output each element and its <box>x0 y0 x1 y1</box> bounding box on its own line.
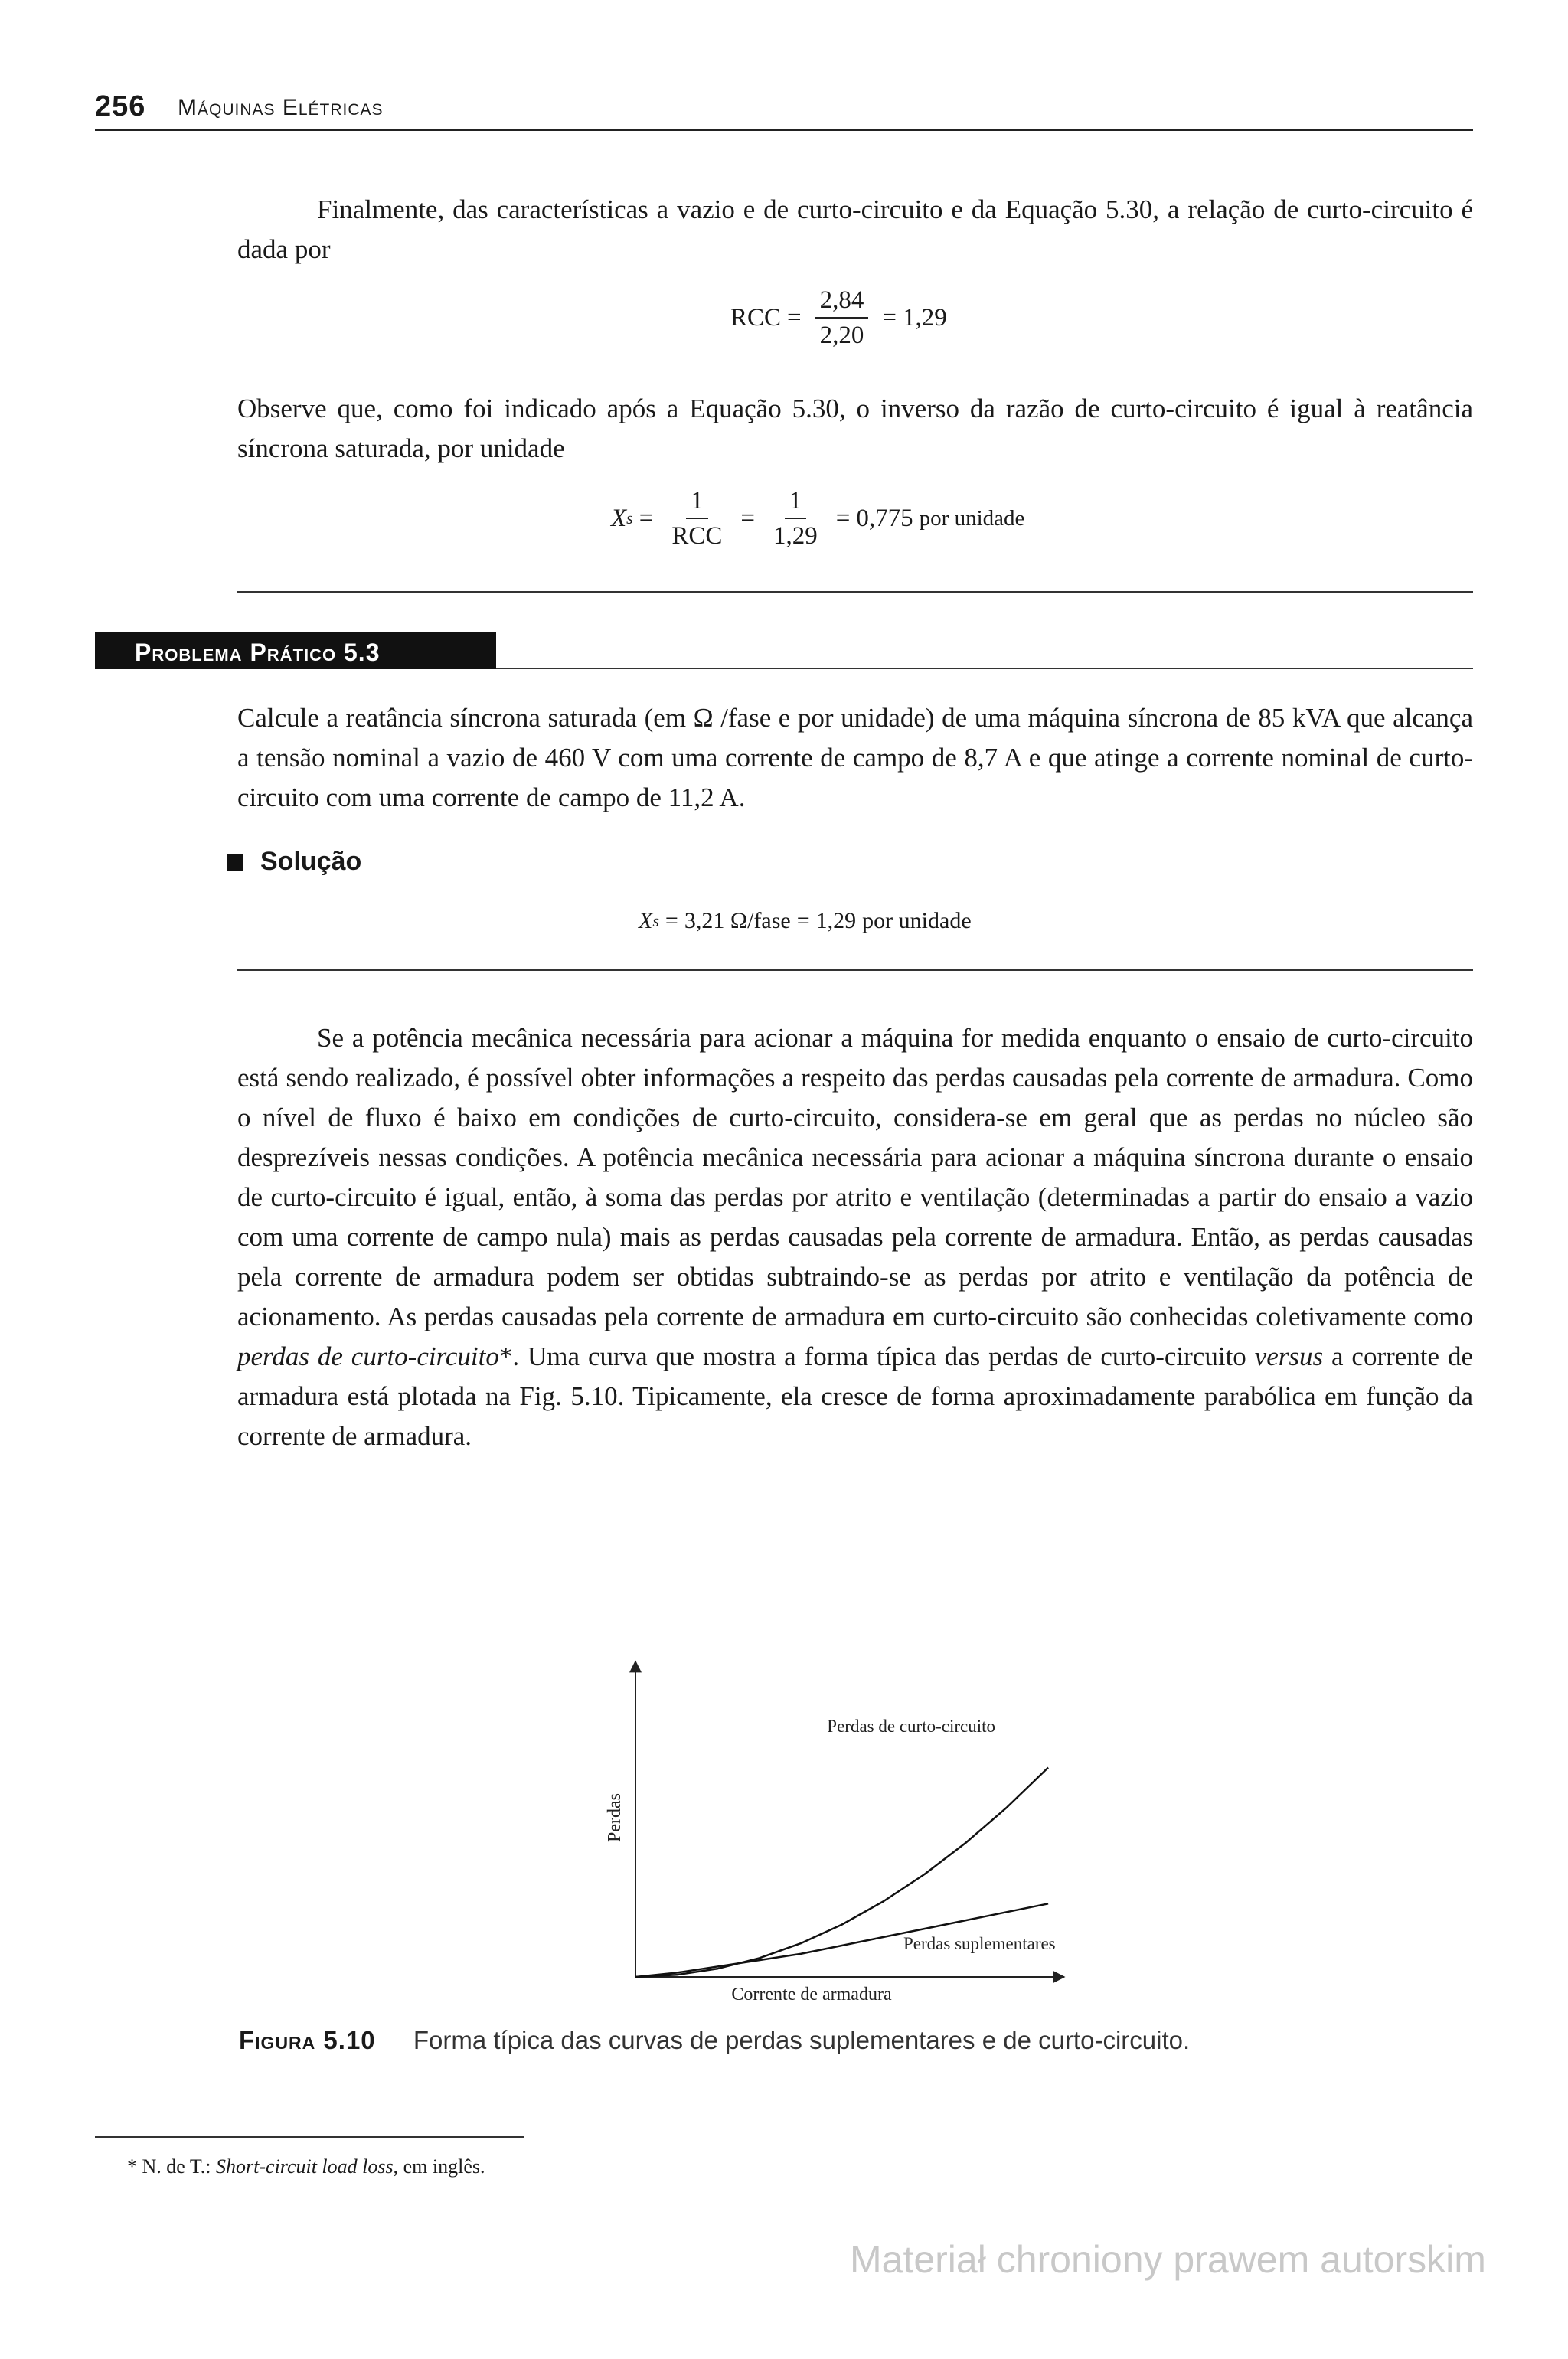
solution-heading <box>227 847 361 877</box>
solution-value-pu: 1,29 <box>815 908 857 933</box>
figure-caption <box>239 2026 1190 2055</box>
figure-label: Figura 5.10 <box>239 2026 376 2054</box>
section-rule-bottom <box>237 969 1473 971</box>
figure-5-10-chart <box>590 1646 1187 2006</box>
solution-equation: X s = 3,21 Ω/fase = 1,29 por unidade <box>639 908 972 933</box>
eq-xs-lhs: X <box>611 504 627 532</box>
square-bullet-icon <box>227 854 243 871</box>
y-axis-label: Perdas <box>605 1793 625 1842</box>
solution-lhs: X <box>639 908 653 933</box>
series-label-perdas-suplementares: Perdas suplementares <box>903 1934 1056 1953</box>
eq-xs-unit: por unidade <box>919 505 1025 531</box>
page-header <box>95 90 1473 129</box>
footnote-rule <box>95 2136 524 2138</box>
footnote-suffix: , em inglês. <box>393 2155 485 2178</box>
problem-banner-rule <box>496 668 1473 669</box>
solution-sub: s <box>652 911 659 930</box>
equation-rcc: RCC = $\frac{2,84}{2,20}$ = 1,29 <box>730 286 947 349</box>
observe-paragraph: Observe que, como foi indicado após a Equação 5.30, o inverso da razão de curto-circuito é igual à reatância síncrona saturada, por unidade <box>237 394 1473 463</box>
running-title: Máquinas Elétricas <box>178 95 384 120</box>
problem-statement: Calcule a reatância síncrona saturada (em Ω /fase e por unidade) de uma máquina síncrona de 85 kVA que alcança a tensão nominal a vazio de 460 V com uma corrente de campo de 8,7 A e que atinge a corrente nominal de curto-circuito com uma corrente de campo de 11,2 A. <box>237 703 1473 812</box>
body-text-1: Se a potência mecânica necessária para acionar a máquina for medida enquanto o ensaio de curto-circuito está sendo realizado, é possível obter informações a respeito das perdas causadas pela corrente de armadura. Como o nível de fluxo é baixo em condições de curto-circuito, considera-se em geral que as perdas no núcleo são desprezíveis nessas condições. A potência mecânica necessária para acionar a máquina síncrona durante o ensaio de curto-circuito é igual, então, à soma das perdas por atrito e ventilação (determinadas a partir do ensaio a vazio com uma corrente de campo nula) mais as perdas causadas pela corrente de armadura. Então, as perdas causadas pela corrente de armadura podem ser obtidas subtraindo-se as perdas por atrito e ventilação da potência de acionamento. As perdas causadas pela corrente de armadura em curto-circuito são conhecidas coletivamente como <box>237 1023 1473 1331</box>
solution-value: 3,21 Ω/fase <box>684 908 791 933</box>
x-axis-label: Corrente de armadura <box>731 1985 892 2004</box>
eq-rcc-result: 1,29 <box>903 303 947 332</box>
body-text-2: . Uma curva que mostra a forma típica das perdas de curto-circuito <box>512 1341 1255 1371</box>
page-number: 256 <box>95 90 146 123</box>
eq-xs-numerator-2: 1 <box>785 485 807 519</box>
intro-paragraph: Finalmente, das características a vazio e de curto-circuito e da Equação 5.30, a relação de curto-circuito é dada por <box>237 194 1473 264</box>
figure-caption-text: Forma típica das curvas de perdas suplementares e de curto-circuito. <box>413 2026 1191 2054</box>
footnote-prefix: * N. de T.: <box>127 2155 211 2178</box>
body-term-mark: * <box>498 1341 513 1371</box>
watermark: Materiał chroniony prawem autorskim <box>850 2238 1486 2281</box>
footnote-term: Short-circuit load loss <box>216 2155 394 2178</box>
problem-title: Problema Prático 5.3 <box>135 639 381 666</box>
equation-xs: X s = $\frac{1}{\text{RCC}}$ = $\frac{1}{1,29}$ = 0,775 por unidade <box>611 487 1025 550</box>
eq-xs-denominator-2: 1,29 <box>773 522 818 550</box>
solution-label: Solução <box>260 847 362 876</box>
eq-xs-numerator-1: 1 <box>686 485 708 519</box>
eq-xs-sub: s <box>626 508 633 528</box>
header-rule <box>95 129 1473 131</box>
body-paragraph <box>237 1018 1473 1456</box>
eq-rcc-numerator: 2,84 <box>815 285 869 319</box>
eq-xs-denominator-1: RCC <box>671 522 723 550</box>
body-versus: versus <box>1254 1341 1324 1371</box>
body-text-3: a corrente de armadura está plotada na Fig. 5.10. Tipicamente, ela cresce de forma aproximadamente parabólica em função da corrente de armadura. <box>237 1341 1473 1451</box>
series-label-perdas-de-curto-circuito: Perdas de curto-circuito <box>827 1717 995 1736</box>
solution-unit: por unidade <box>862 908 972 933</box>
body-term: perdas de curto-circuito <box>237 1341 499 1371</box>
problem-banner <box>95 632 496 669</box>
section-rule-top <box>237 591 1473 593</box>
footnote <box>127 2155 485 2178</box>
eq-rcc-denominator: 2,20 <box>819 322 864 349</box>
eq-xs-result: 0,775 <box>856 504 913 532</box>
eq-rcc-lhs: RCC <box>730 303 782 332</box>
